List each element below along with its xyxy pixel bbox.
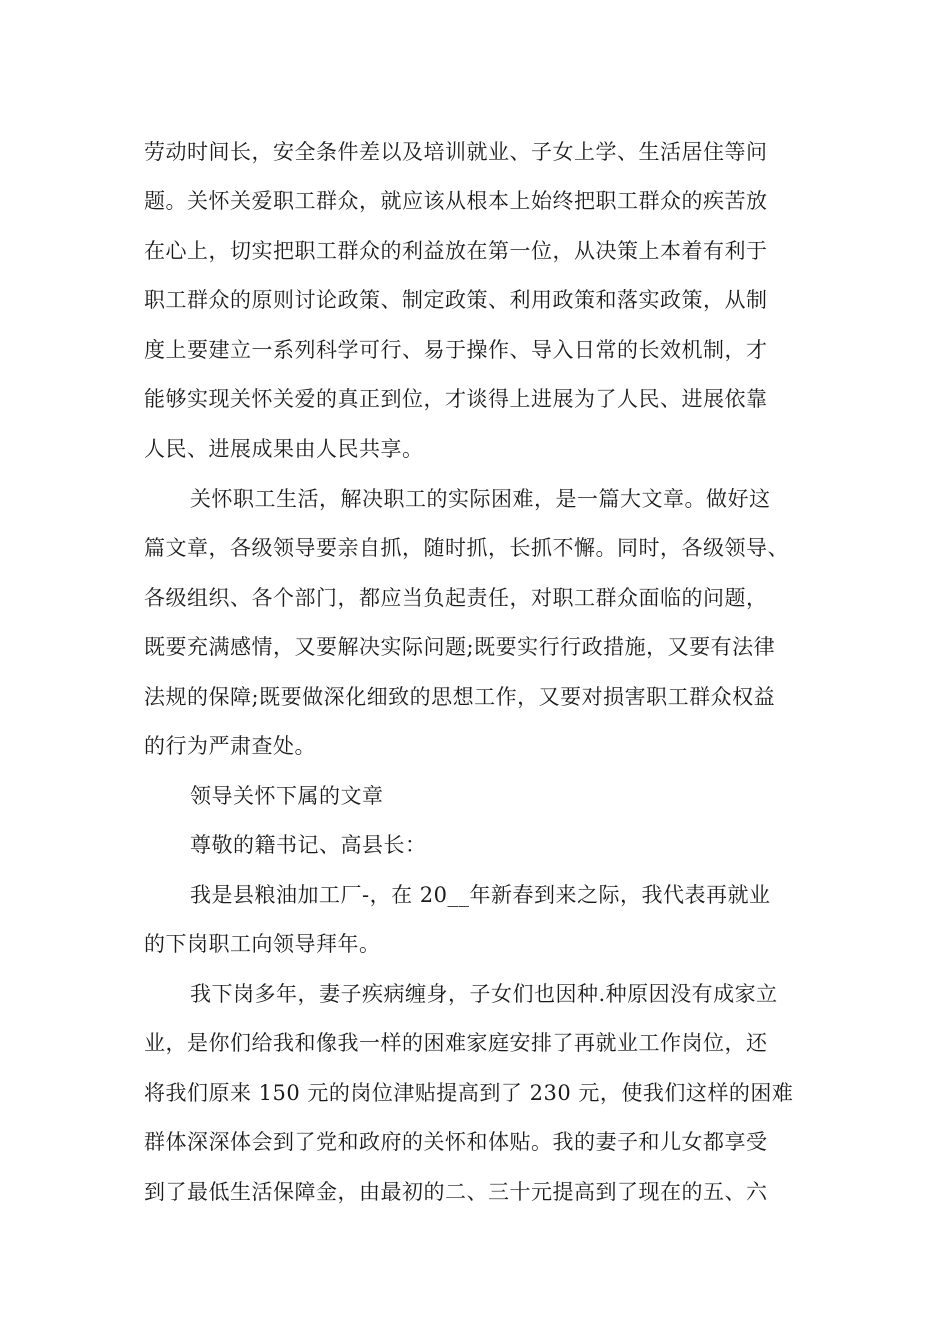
text-line: 劳动时间长，安全条件差以及培训就业、子女上学、生活居住等问 <box>144 140 768 164</box>
text-line: 人民、进展成果由人民共享。 <box>144 437 424 461</box>
text-line: 的行为严肃查处。 <box>144 734 316 758</box>
text-line: 职工群众的原则讨论政策、制定政策、利用政策和落实政策，从制 <box>144 288 768 312</box>
salutation: 尊敬的籍书记、高县长： <box>190 833 427 857</box>
section-heading: 领导关怀下属的文章 <box>190 784 384 808</box>
text-line: 的下岗职工向领导拜年。 <box>144 932 381 956</box>
text-line: 篇文章，各级领导要亲自抓，随时抓，长抓不懈。同时，各级领导、 <box>144 536 789 560</box>
text-line: 业，是你们给我和像我一样的困难家庭安排了再就业工作岗位，还 <box>144 1031 768 1055</box>
text-line: 度上要建立一系列科学可行、易于操作、导入日常的长效机制，才 <box>144 338 768 362</box>
text-line: 既要充满感情，又要解决实际问题;既要实行行政措施，又要有法律 <box>144 635 776 659</box>
paragraph-start-line: 我是县粮油加工厂-，在 20__年新春到来之际，我代表再就业 <box>190 883 771 907</box>
text-line: 群体深深体会到了党和政府的关怀和体贴。我的妻子和儿女都享受 <box>144 1130 768 1154</box>
text-line: 在心上，切实把职工群众的利益放在第一位，从决策上本着有利于 <box>144 239 768 263</box>
paragraph-start-line: 关怀职工生活，解决职工的实际困难，是一篇大文章。做好这 <box>190 487 771 511</box>
text-line: 各级组织、各个部门，都应当负起责任，对职工群众面临的问题， <box>144 586 768 610</box>
text-line: 法规的保障;既要做深化细致的思想工作，又要对损害职工群众权益 <box>144 685 776 709</box>
text-line: 到了最低生活保障金，由最初的二、三十元提高到了现在的五、六 <box>144 1180 768 1204</box>
text-line: 能够实现关怀关爱的真正到位，才谈得上进展为了人民、进展依靠 <box>144 387 768 411</box>
text-line: 将我们原来 150 元的岗位津贴提高到了 230 元，使我们这样的困难 <box>144 1081 794 1105</box>
paragraph-start-line: 我下岗多年，妻子疾病缠身，子女们也因种.种原因没有成家立 <box>190 982 778 1006</box>
text-line: 题。关怀关爱职工群众，就应该从根本上始终把职工群众的疾苦放 <box>144 189 768 213</box>
